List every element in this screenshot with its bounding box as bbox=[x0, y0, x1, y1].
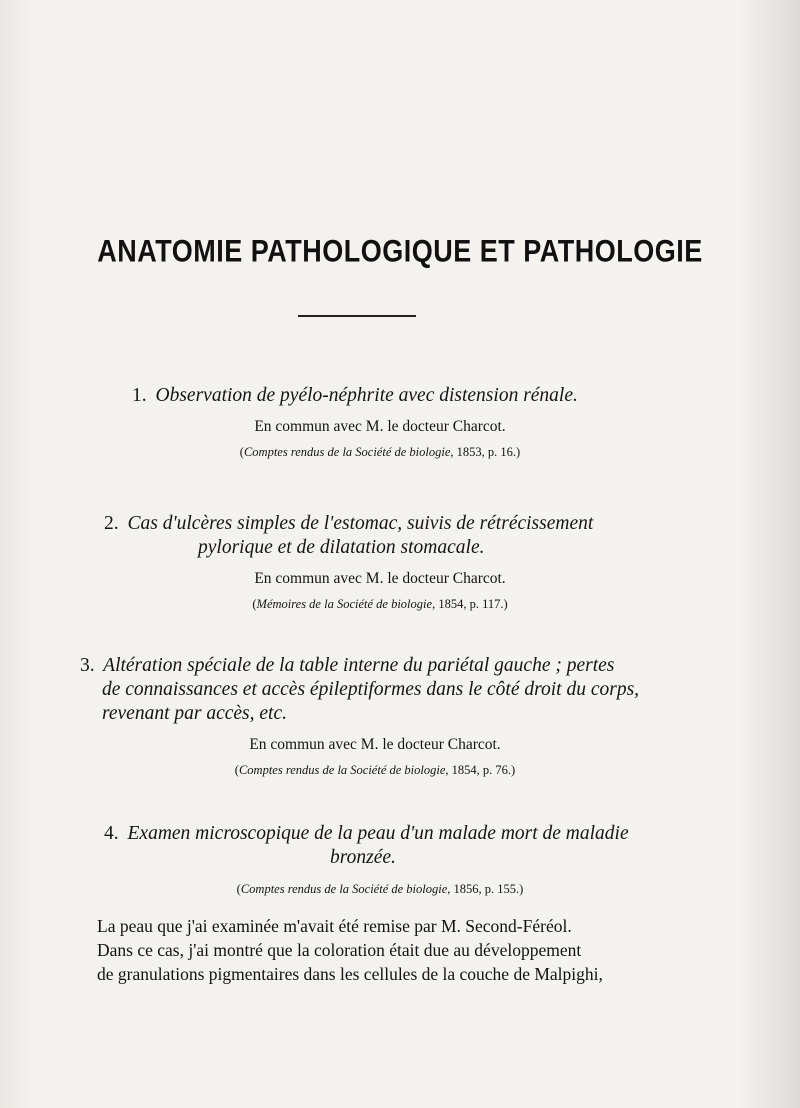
ref-open: ( bbox=[252, 597, 257, 611]
entry-title-line: Examen microscopique de la peau d'un malade mort de maladie bbox=[127, 823, 629, 844]
entry-coauthor: En commun avec M. le docteur Charcot. bbox=[254, 418, 506, 435]
body-paragraph bbox=[97, 914, 657, 986]
entry-title bbox=[100, 822, 660, 846]
body-line: de granulations pigmentaires dans les cellules de la couche de Malpighi, bbox=[97, 964, 603, 984]
entry-3 bbox=[80, 654, 670, 778]
entry-number: 1. bbox=[132, 385, 147, 406]
ref-details: , 1853, p. 16.) bbox=[450, 445, 521, 459]
ref-publication: Comptes rendus de la Société de biologie bbox=[238, 763, 446, 777]
entry-title bbox=[100, 512, 660, 536]
ref-publication: Comptes rendus de la Société de biologie bbox=[243, 445, 451, 459]
entry-2 bbox=[100, 512, 660, 612]
entry-title-continued: de connaissances et accès épileptiformes dans le côté droit du corps, bbox=[102, 679, 640, 700]
entry-1 bbox=[100, 384, 660, 460]
entry-title-continued: bronzée. bbox=[330, 847, 396, 868]
entry-title-line: Altération spéciale de la table interne du pariétal gauche ; pertes bbox=[103, 655, 615, 676]
ref-details: , 1854, p. 117.) bbox=[432, 597, 508, 611]
entry-number: 3. bbox=[80, 655, 95, 676]
ref-details: , 1854, p. 76.) bbox=[445, 763, 516, 777]
ref-publication: Mémoires de la Société de biologie bbox=[256, 597, 433, 611]
section-heading: ANATOMIE PATHOLOGIQUE ET PATHOLOGIE bbox=[97, 233, 703, 269]
heading-rule bbox=[298, 315, 416, 317]
ref-open: ( bbox=[234, 763, 239, 777]
body-line: Dans ce cas, j'ai montré que la coloration était due au développement bbox=[97, 940, 582, 960]
ref-open: ( bbox=[239, 445, 244, 459]
entry-title bbox=[80, 654, 670, 678]
entry-4 bbox=[100, 822, 660, 897]
entry-reference bbox=[100, 882, 660, 897]
entry-title-continued: pylorique et de dilatation stomacale. bbox=[198, 537, 485, 558]
ref-details: , 1856, p. 155.) bbox=[447, 882, 524, 896]
ref-open: ( bbox=[236, 882, 241, 896]
entry-title-line: Cas d'ulcères simples de l'estomac, suivis de rétrécissement bbox=[127, 513, 594, 534]
entry-title-line: Observation de pyélo-néphrite avec distension rénale. bbox=[155, 385, 578, 406]
entry-title bbox=[100, 384, 660, 408]
entry-title-continued: revenant par accès, etc. bbox=[102, 703, 287, 724]
entry-reference bbox=[80, 763, 670, 778]
entry-number: 2. bbox=[104, 513, 119, 534]
entry-reference bbox=[100, 445, 660, 460]
entry-number: 4. bbox=[104, 823, 119, 844]
ref-publication: Comptes rendus de la Société de biologie bbox=[240, 882, 448, 896]
entry-coauthor: En commun avec M. le docteur Charcot. bbox=[249, 736, 501, 753]
body-line: La peau que j'ai examinée m'avait été remise par M. Second-Féréol. bbox=[97, 916, 572, 936]
entry-reference bbox=[100, 597, 660, 612]
entry-coauthor: En commun avec M. le docteur Charcot. bbox=[254, 570, 506, 587]
